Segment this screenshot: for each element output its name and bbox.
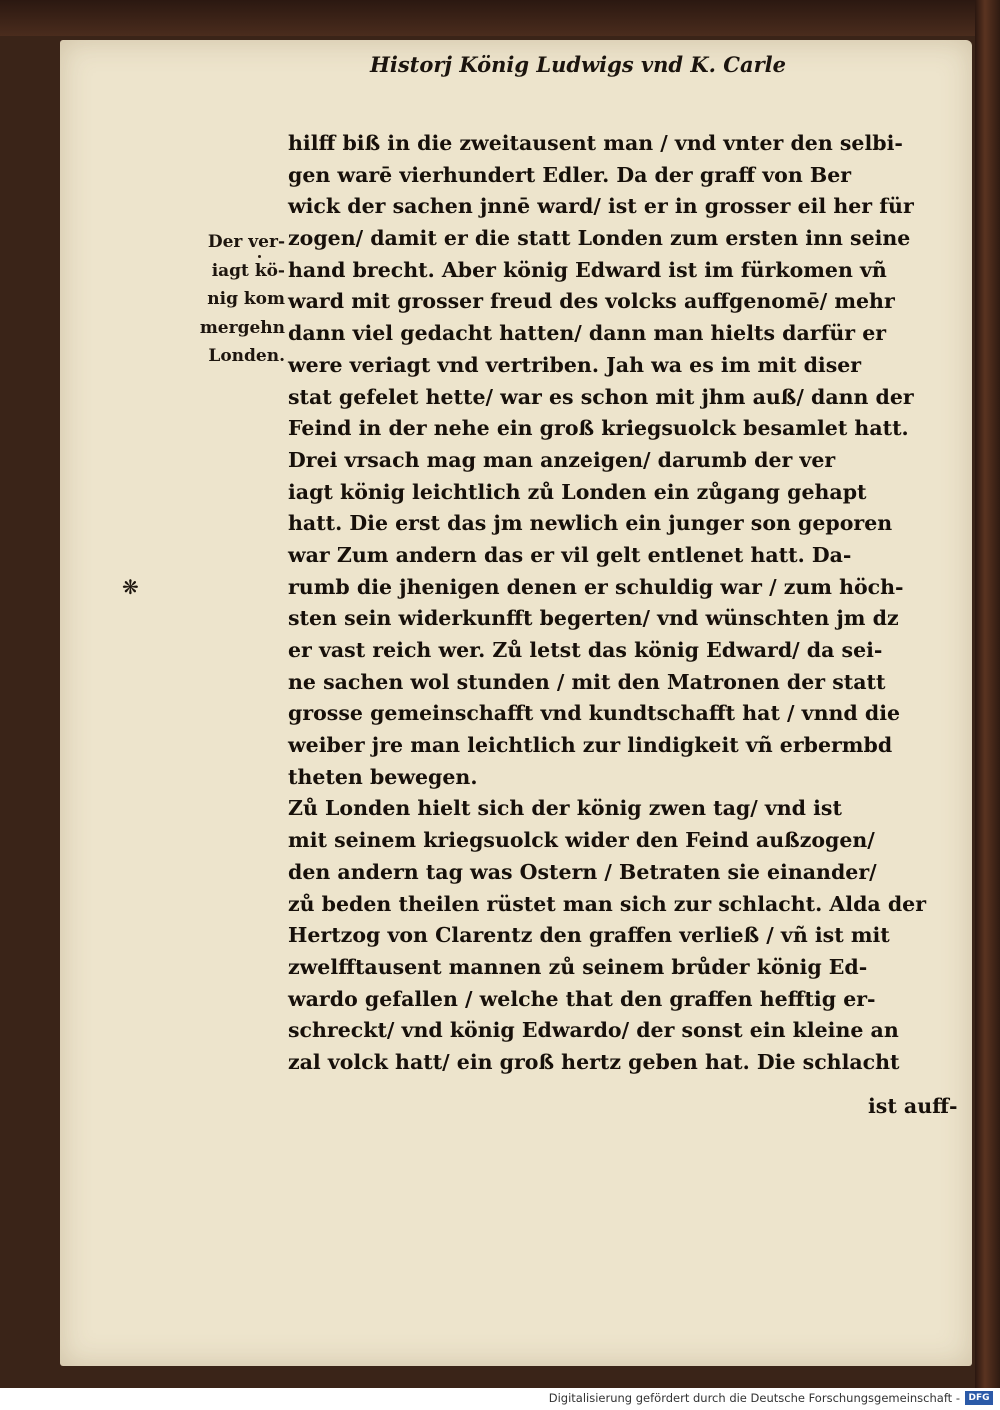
text-line: grosse gemeinschafft vnd kundtschafft hat / vnnd die bbox=[288, 701, 901, 726]
text-line: mit seinem kriegsuolck wider den Feind außzogen/ bbox=[288, 828, 875, 853]
text-line: hand brecht. Aber könig Edward ist im fürkomen vñ bbox=[288, 257, 887, 282]
text-line: hatt. Die erst das jm newlich ein junger son geporen bbox=[288, 511, 893, 536]
text-line: sten sein widerkunfft begerten/ vnd wünschten jm dz bbox=[288, 606, 899, 631]
marginal-note-line: mergehn bbox=[199, 317, 285, 338]
text-line: wardo gefallen / welche that den graffen hefftig er- bbox=[288, 986, 876, 1011]
marginal-note-line: Der ver- bbox=[207, 232, 285, 252]
text-line: iagt könig leichtlich zů Londen ein zůgang gehapt bbox=[288, 479, 867, 504]
text-line: zů beden theilen rüstet man sich zur schlacht. Alda der bbox=[288, 891, 927, 916]
text-line: Hertzog von Clarentz den graffen verließ / vñ ist mit bbox=[288, 923, 890, 948]
book-binding-edge bbox=[975, 0, 1000, 1388]
text-line: er vast reich wer. Zů letst das könig Edward/ da sei- bbox=[288, 638, 883, 662]
asterisk-flower-icon: ❋ bbox=[122, 575, 139, 599]
catchword: ist auff- bbox=[868, 1094, 958, 1118]
text-line: zal volck hatt/ ein groß hertz geben hat. Die schlacht bbox=[288, 1049, 900, 1074]
text-line: weiber jre man leichtlich zur lindigkeit vñ erbermbd bbox=[288, 733, 893, 758]
text-line: Zů Londen hielt sich der könig zwen tag/ vnd ist bbox=[288, 796, 842, 821]
marginal-note bbox=[130, 228, 285, 371]
funding-notice: Digitalisierung gefördert durch die Deutsche Forschungsgemeinschaft - bbox=[548, 1391, 960, 1405]
dfg-logo-icon: DFG bbox=[965, 1391, 993, 1405]
text-line: zwelfftausent mannen zů seinem brůder könig Ed- bbox=[288, 954, 868, 979]
marginal-note-line: iagt kö- bbox=[211, 260, 285, 281]
text-line: rumb die jhenigen denen er schuldig war / zum höch- bbox=[288, 574, 904, 599]
text-line: schreckt/ vnd könig Edwardo/ der sonst ein kleine an bbox=[288, 1018, 899, 1043]
text-line: theten bewegen. bbox=[288, 764, 478, 789]
text-line: war Zum andern das er vil gelt entlenet hatt. Da- bbox=[288, 542, 852, 567]
text-line: stat gefelet hette/ war es schon mit jhm auß/ dann der bbox=[288, 384, 914, 409]
scan-top-edge bbox=[0, 0, 1000, 36]
text-line: gen warē vierhundert Edler. Da der graff von Ber bbox=[288, 162, 852, 187]
text-line: zogen/ damit er die statt Londen zum ersten inn seine bbox=[288, 226, 911, 251]
text-line: dann viel gedacht hatten/ dann man hielts darfür er bbox=[288, 321, 887, 346]
text-line: Drei vrsach mag man anzeigen/ darumb der ver bbox=[288, 447, 836, 472]
text-line: wick der sachen jnnē ward/ ist er in grosser eil her für bbox=[288, 194, 914, 219]
text-line: den andern tag was Ostern / Betraten sie einander/ bbox=[288, 859, 877, 884]
text-line: ne sachen wol stunden / mit den Matronen der statt bbox=[288, 669, 886, 694]
main-text-block bbox=[288, 128, 978, 1079]
running-head: Historj König Ludwigs vnd K. Carle bbox=[370, 52, 787, 77]
marginal-note-line: Londen. bbox=[208, 346, 285, 366]
text-line: ward mit grosser freud des volcks auffgenomē/ mehr bbox=[288, 289, 895, 314]
text-line: Feind in der nehe ein groß kriegsuolck besamlet hatt. bbox=[288, 416, 909, 441]
text-line: were veriagt vnd vertriben. Jah wa es im mit diser bbox=[288, 352, 862, 377]
text-line: hilff biß in die zweitausent man / vnd vnter den selbi- bbox=[288, 131, 903, 155]
marginal-note-line: nig kom bbox=[207, 289, 285, 309]
